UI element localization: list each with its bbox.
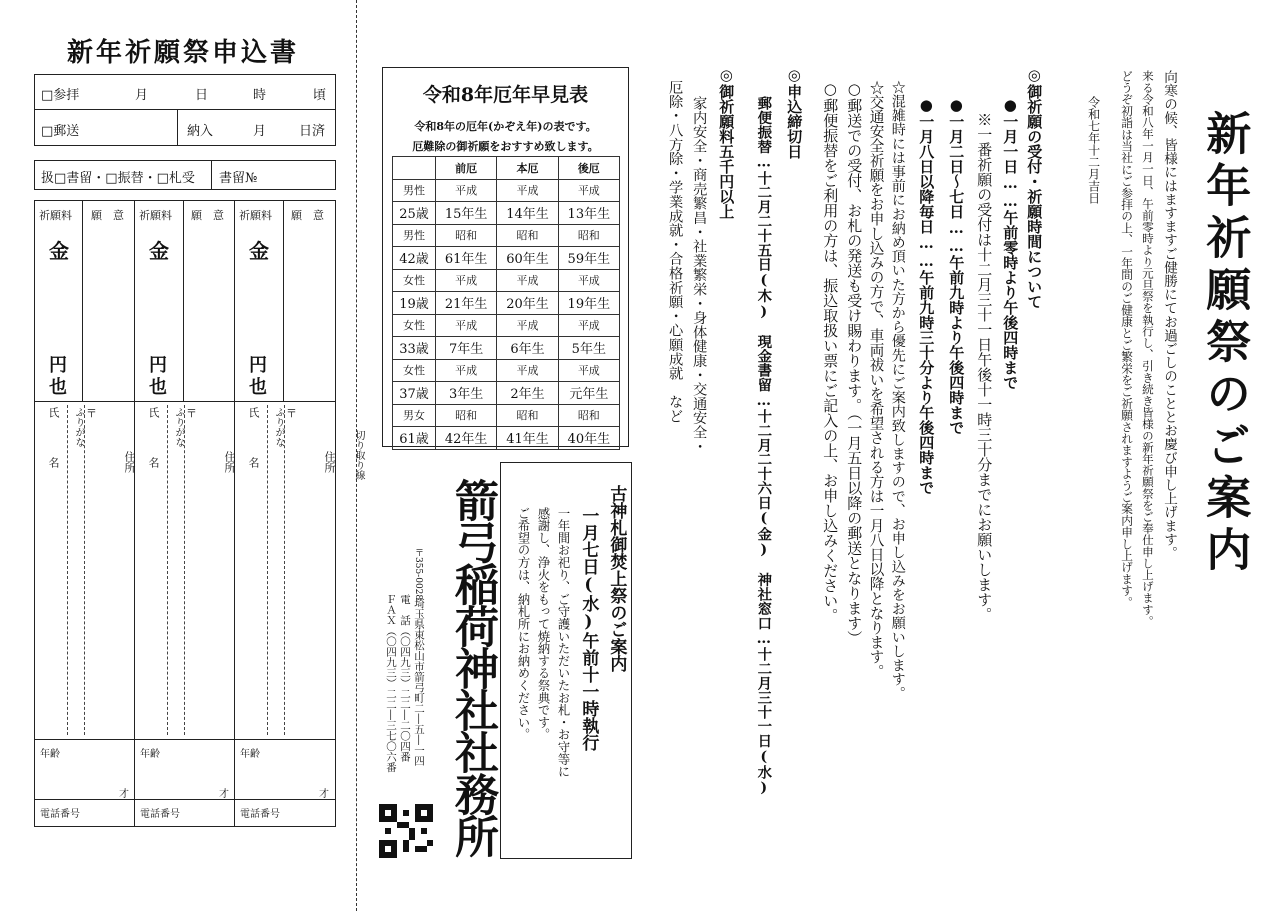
table-cell: 59年生 bbox=[558, 247, 619, 270]
table-row bbox=[393, 314, 620, 337]
notice-transfer: ○郵便振替をご利用の方は、振込取扱い票にご記入の上、お申し込みください。 bbox=[821, 80, 840, 623]
address-label: 住所 bbox=[223, 451, 236, 473]
paid-done-label: 日済 bbox=[299, 124, 326, 139]
old-charm-line-1: 一年間お祀り、ご守護いただいたお札・お守等に bbox=[556, 507, 571, 778]
table-cell: 平成 bbox=[436, 314, 497, 337]
yen-label: 円 bbox=[149, 355, 167, 376]
fee-items-1: 家内安全・商売繁昌・社業繁栄・身体健康・交通安全・ bbox=[691, 96, 708, 454]
table-cell: 女性 bbox=[393, 314, 436, 337]
qr-code-icon[interactable] bbox=[379, 804, 433, 858]
month-label: 月 bbox=[135, 88, 149, 103]
yakudoshi-note-1: 令和8年の厄年(かぞえ年)の表です。 bbox=[414, 120, 597, 133]
nari-label: 也 bbox=[49, 377, 67, 398]
table-cell: 19歳 bbox=[393, 292, 436, 315]
wish-label: 願 意 bbox=[91, 209, 124, 222]
old-charm-line-2: 感謝し、浄火をもって焼納する祭典です。 bbox=[536, 507, 551, 741]
table-cell: 40年生 bbox=[558, 427, 619, 450]
hour-label: 時 bbox=[253, 88, 267, 103]
name-label: 氏 名 bbox=[247, 407, 260, 482]
table-cell: 平成 bbox=[497, 314, 558, 337]
table-cell: 男女 bbox=[393, 404, 436, 427]
wish-label: 願 意 bbox=[291, 209, 324, 222]
table-cell: 7年生 bbox=[436, 337, 497, 360]
age-label: 年齢 bbox=[140, 749, 160, 760]
yakudoshi-note-2: 厄難除の御祈願をおすすめ致します。 bbox=[412, 140, 599, 153]
age-label: 年齢 bbox=[240, 749, 260, 760]
notice-mail: ○郵送での受付、お札の発送も受け賜わります。（一月五日以降の郵送となります） bbox=[845, 80, 864, 646]
table-cell: 42年生 bbox=[436, 427, 497, 450]
furigana-label: ふりがな bbox=[173, 407, 184, 447]
shrine-address: 埼玉県東松山市箭弓町二―五―一四 bbox=[413, 598, 425, 766]
fee-title: ◎御祈願料五千円以上 bbox=[717, 66, 736, 219]
shrine-tel: 電 話（〇四九三）二二―二〇四番 bbox=[399, 594, 411, 762]
cut-line-label: 切り取り線 bbox=[353, 430, 364, 480]
table-cell: 平成 bbox=[436, 359, 497, 382]
name-label: 氏 名 bbox=[147, 407, 160, 482]
postal-mark: 〒 bbox=[186, 407, 197, 420]
sai-label: 才 bbox=[119, 789, 129, 800]
table-row bbox=[393, 247, 620, 270]
table-cell: 昭和 bbox=[558, 404, 619, 427]
yakudoshi-title: 令和8年厄年早見表 bbox=[422, 84, 589, 106]
reception-jan-2-7: ●一月二日～七日……午前九時より午後四時まで bbox=[947, 96, 966, 435]
reception-jan-1-note: ※一番祈願の受付は十二月三十一日午後十一時三十分までにお願いします。 bbox=[975, 112, 994, 622]
table-cell: 平成 bbox=[497, 359, 558, 382]
table-row bbox=[393, 427, 620, 450]
table-cell: 男性 bbox=[393, 179, 436, 202]
table-cell: 平成 bbox=[497, 269, 558, 292]
furigana-label: ふりがな bbox=[73, 407, 84, 447]
table-cell: 20年生 bbox=[497, 292, 558, 315]
yakudoshi-table bbox=[392, 156, 620, 450]
reception-title: ◎御祈願の受付・祈願時間について bbox=[1025, 66, 1044, 309]
table-cell: 41年生 bbox=[497, 427, 558, 450]
table-header-cell: 後厄 bbox=[558, 157, 619, 180]
address-label: 住所 bbox=[123, 451, 136, 473]
table-cell: 昭和 bbox=[436, 404, 497, 427]
table-cell: 平成 bbox=[558, 269, 619, 292]
table-row bbox=[393, 359, 620, 382]
yen-label: 円 bbox=[49, 355, 67, 376]
gold-label: 金 bbox=[49, 239, 69, 263]
shrine-signature: 箭弓稲荷神社社務所 bbox=[447, 478, 498, 856]
table-row bbox=[393, 292, 620, 315]
old-charm-title: 古神札御焚上祭のご案内 bbox=[606, 485, 627, 672]
address-label: 住所 bbox=[323, 451, 336, 473]
table-cell: 42歳 bbox=[393, 247, 436, 270]
mail-checkbox[interactable]: □郵送 bbox=[41, 124, 80, 139]
table-cell: 3年生 bbox=[436, 382, 497, 405]
table-cell: 平成 bbox=[436, 179, 497, 202]
table-cell: 昭和 bbox=[558, 224, 619, 247]
fee-items-2: 厄除・八方除・学業成就・合格祈願・心願成就 など bbox=[667, 80, 684, 424]
paid-month-label: 月 bbox=[253, 124, 267, 139]
table-cell: 女性 bbox=[393, 359, 436, 382]
phone-label: 電話番号 bbox=[40, 809, 80, 820]
table-header-cell: 本厄 bbox=[497, 157, 558, 180]
table-cell: 15年生 bbox=[436, 202, 497, 225]
notice-crowd: ☆混雑時には事前にお納め頂いた方から優先にご案内致しますので、お申し込みをお願いします。 bbox=[889, 80, 906, 701]
reception-jan-1: ●一月一日……午前零時より午後四時まで bbox=[1001, 96, 1020, 390]
table-cell: 61歳 bbox=[393, 427, 436, 450]
name-label: 氏 名 bbox=[47, 407, 60, 482]
table-cell: 元年生 bbox=[558, 382, 619, 405]
table-cell: 5年生 bbox=[558, 337, 619, 360]
table-cell: 6年生 bbox=[497, 337, 558, 360]
furigana-label: ふりがな bbox=[273, 407, 284, 447]
form-title: 新年祈願祭申込書 bbox=[66, 38, 299, 68]
notice-title: 新年祈願祭のご案内 bbox=[1198, 110, 1252, 578]
reception-jan-8: ●一月八日以降毎日……午前九時三十分より午後四時まで bbox=[917, 96, 936, 495]
postal-mark: 〒 bbox=[286, 407, 297, 420]
table-cell: 平成 bbox=[497, 179, 558, 202]
table-cell: 平成 bbox=[558, 179, 619, 202]
nari-label: 也 bbox=[249, 377, 267, 398]
table-header-cell: 前厄 bbox=[436, 157, 497, 180]
table-row bbox=[393, 179, 620, 202]
registered-no: 書留№ bbox=[219, 171, 258, 186]
table-cell: 13年生 bbox=[558, 202, 619, 225]
greeting-3: どうぞ初詣は当社にご参拝の上、一年間のご健康とご繁栄をご祈願されますようご案内申し上げます。 bbox=[1120, 70, 1135, 609]
table-row bbox=[393, 202, 620, 225]
table-row bbox=[393, 404, 620, 427]
old-charm-box bbox=[500, 462, 632, 859]
notice-traffic: ☆交通安全祈願をお申し込みの方で、車両祓いを希望される方は一月八日以降となります。 bbox=[867, 80, 885, 679]
table-cell: 21年生 bbox=[436, 292, 497, 315]
deadline-title: ◎申込締切日 bbox=[785, 66, 804, 159]
age-label: 年齢 bbox=[40, 749, 60, 760]
table-row bbox=[393, 224, 620, 247]
table-cell: 25歳 bbox=[393, 202, 436, 225]
visit-checkbox[interactable]: □参拝 bbox=[41, 88, 80, 103]
fee-label: 祈願料 bbox=[239, 209, 272, 222]
postal-mark: 〒 bbox=[86, 407, 97, 420]
gold-label: 金 bbox=[149, 239, 169, 263]
table-cell: 60年生 bbox=[497, 247, 558, 270]
handling-box bbox=[34, 160, 336, 190]
greeting-1: 向寒の候、皆様にはますますご健勝にてお過ごしのこととお慶び申し上げます。 bbox=[1161, 70, 1178, 560]
nari-label: 也 bbox=[149, 377, 167, 398]
table-cell: 61年生 bbox=[436, 247, 497, 270]
table-cell: 女性 bbox=[393, 269, 436, 292]
table-cell: 昭和 bbox=[497, 224, 558, 247]
sai-label: 才 bbox=[319, 789, 329, 800]
table-row bbox=[393, 269, 620, 292]
yakudoshi-panel bbox=[382, 67, 629, 447]
table-cell: 平成 bbox=[558, 359, 619, 382]
table-cell: 平成 bbox=[436, 269, 497, 292]
day-label: 日 bbox=[195, 88, 209, 103]
table-cell: 14年生 bbox=[497, 202, 558, 225]
table-cell: 昭和 bbox=[497, 404, 558, 427]
table-row bbox=[393, 337, 620, 360]
shrine-fax: ＦＡＸ（〇四九三）二二―三七〇六番 bbox=[385, 594, 397, 773]
table-cell: 37歳 bbox=[393, 382, 436, 405]
deadline-dates: 郵便振替…十二月二十五日(木) 現金書留…十二月二十六日(金) 神社窓口…十二月三十一日(水) bbox=[755, 96, 773, 797]
table-cell: 昭和 bbox=[436, 224, 497, 247]
paid-label: 納入 bbox=[187, 124, 214, 139]
notice-date: 令和七年十二月吉日 bbox=[1086, 96, 1101, 204]
table-cell: 33歳 bbox=[393, 337, 436, 360]
sai-label: 才 bbox=[219, 789, 229, 800]
shrine-postal: 〒355-0028 bbox=[413, 548, 423, 601]
fee-label: 祈願料 bbox=[39, 209, 72, 222]
table-cell: 2年生 bbox=[497, 382, 558, 405]
approx-label: 頃 bbox=[313, 88, 327, 103]
gold-label: 金 bbox=[249, 239, 269, 263]
fee-label: 祈願料 bbox=[139, 209, 172, 222]
phone-label: 電話番号 bbox=[240, 809, 280, 820]
greeting-2: 来る令和八年一月一日、午前零時より元旦祭を執行し、引き続き皆様の新年祈願祭をご奉仕申し上げます。 bbox=[1140, 70, 1155, 627]
old-charm-line-3: ご希望の方は、納札所にお納めください。 bbox=[516, 507, 531, 741]
table-cell: 19年生 bbox=[558, 292, 619, 315]
yen-label: 円 bbox=[249, 355, 267, 376]
phone-label: 電話番号 bbox=[140, 809, 180, 820]
handling-options[interactable]: 扱□書留・□振替・□札受 bbox=[41, 171, 195, 186]
visit-mail-box bbox=[34, 74, 336, 146]
table-cell: 平成 bbox=[558, 314, 619, 337]
application-columns bbox=[34, 200, 336, 827]
old-charm-date: 一月七日(水)午前十一時執行 bbox=[578, 507, 599, 751]
table-header-cell bbox=[393, 157, 436, 180]
table-cell: 男性 bbox=[393, 224, 436, 247]
wish-label: 願 意 bbox=[191, 209, 224, 222]
table-row bbox=[393, 382, 620, 405]
